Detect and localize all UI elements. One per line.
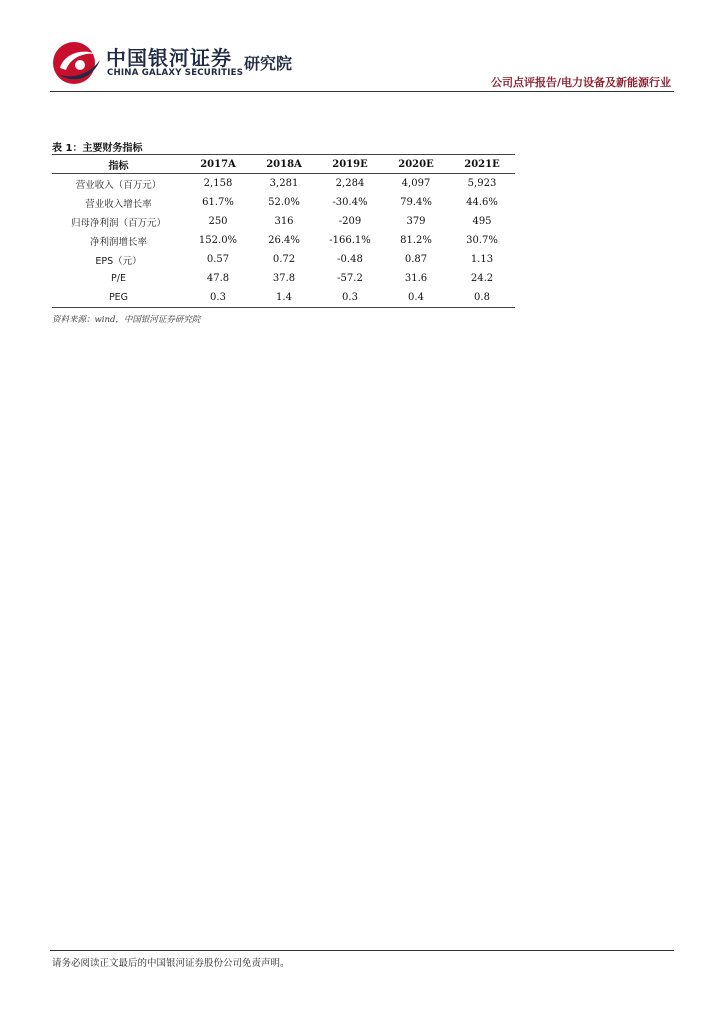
table-cell: 52.0% [268,197,300,208]
table-row [52,231,515,250]
brand-name-en: CHINA GALAXY SECURITIES [107,68,244,78]
table-cell: 0.4 [383,288,449,308]
table-cell: 31.6 [404,273,428,284]
table-cell: 2,158 [203,178,233,189]
table-cell: -166.1% [329,235,371,246]
table-cell: 81.2% [400,235,432,246]
galaxy-logo-icon [50,40,102,86]
table-title: 表 1：主要财务指标 [52,143,143,154]
column-header: 2018A [251,155,317,174]
row-label: EPS（元） [95,255,142,267]
table-row [52,193,515,212]
column-header: 2021E [449,155,515,174]
column-header: 2019E [317,155,383,174]
row-label: 归母净利润（百万元） [70,217,166,229]
table-cell: 44.6% [466,197,498,208]
column-header: 2017A [185,155,251,174]
table-cell: 0.72 [272,254,296,265]
row-label: 营业收入（百万元） [75,179,162,191]
table-cell: 152.0% [198,235,238,246]
table-cell: 1.4 [251,288,317,308]
row-label: 净利润增长率 [89,236,147,248]
table-cell: 24.2 [470,273,494,284]
table-source-note: 资料来源：wind，中国银河证券研究院 [52,315,201,325]
table-cell: 61.7% [202,197,234,208]
row-label: 营业收入增长率 [85,198,152,210]
table-header-row [52,155,515,174]
table-cell: 5,923 [467,178,497,189]
table-cell: -57.2 [337,273,363,284]
row-label: P/E [111,273,126,284]
table-row [52,269,515,288]
table-cell: 3,281 [269,178,299,189]
table-cell: -209 [338,216,362,227]
table-cell: 4,097 [401,178,431,189]
table-cell: 2,284 [335,178,365,189]
table-cell: 0.87 [404,254,428,265]
report-type: 公司点评报告/电力设备及新能源行业 [490,76,671,89]
row-label: PEG [52,288,185,308]
table-cell: 47.8 [206,273,230,284]
table-cell: 0.8 [449,288,515,308]
table-cell: 30.7% [466,235,498,246]
table-cell: 250 [208,216,228,227]
footer-divider [50,950,674,951]
table-row [52,212,515,231]
table-cell: 26.4% [268,235,300,246]
column-header: 2020E [383,155,449,174]
table-cell: 1.13 [470,254,494,265]
disclaimer-note: 请务必阅读正文最后的中国银河证券股份公司免责声明。 [52,958,290,969]
table-cell: 79.4% [400,197,432,208]
table-row [52,288,515,308]
table-cell: 0.57 [206,254,230,265]
table-cell: 316 [274,216,294,227]
table-row [52,174,515,194]
column-header: 指标 [52,155,185,174]
table-cell: 37.8 [272,273,296,284]
table-cell: 0.3 [185,288,251,308]
brand-name-cn: 中国银河证券 [106,46,232,70]
table-cell: 495 [472,216,492,227]
brand-subtitle: 研究院 [244,54,293,73]
financial-table [52,154,515,308]
table-cell: -30.4% [332,197,368,208]
table-row [52,250,515,269]
table-cell: -0.48 [337,254,363,265]
table-cell: 0.3 [317,288,383,308]
header-divider [50,91,674,92]
table-cell: 379 [406,216,426,227]
